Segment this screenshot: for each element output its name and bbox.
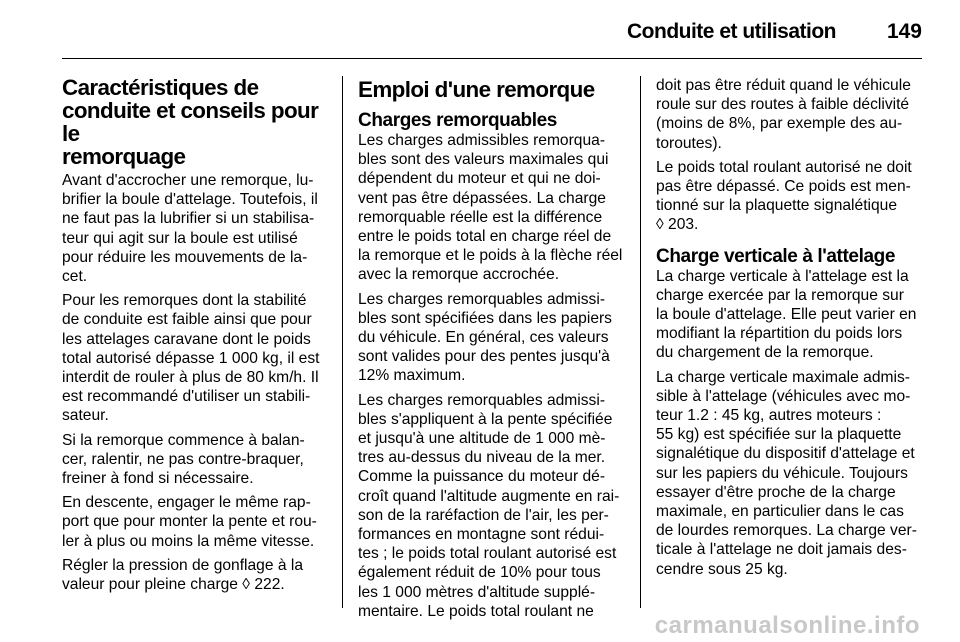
paragraph: doit pas être réduit quand le véhicule roule sur des routes à faible déclivité (moins de 8%, par exemple des au- toroutes). [656, 77, 911, 152]
header-rule [62, 58, 922, 59]
page-number: 149 [886, 20, 922, 43]
paragraph: En descente, engager le même rap- port que pour monter la pente et rou- ler à plus ou moins la même vitesse. [62, 494, 317, 550]
column-divider [640, 76, 641, 608]
subsection-title-vertical-load: Charge verticale à l'attelage [656, 245, 895, 267]
paragraph: Les charges remorquables admissi- bles s'appliquent à la pente spécifiée et jusqu'à une altitude de 1 000 mè- tres au-dessus du niveau de la mer. Comme la puissance du moteur dé- croît quand l'altitude augmente en rai- son de la raréfaction de l'air, les per- formances en montagne sont rédui- tes ; le poids total roulant autorisé est également réduit de 10% pour tous les 1 000 mètres d'altitude supplé- mentaire. Le poids total roulant ne [358, 391, 620, 620]
column-1 [62, 76, 330, 599]
page-header [62, 14, 922, 48]
paragraph: Pour les remorques dont la stabilité de conduite est faible ainsi que pour les attelages caravane dont le poids total autorisé dépasse 1 000 kg, il est interdit de rouler à plus de 80 km/h. Il est recommandé d'utiliser un stabili- sateur. [62, 292, 320, 425]
header-title: Conduite et utilisation [627, 20, 836, 43]
subsection-title-towing-loads: Charges remorquables [358, 110, 557, 131]
column-divider [342, 76, 343, 608]
column-3 [656, 76, 924, 584]
paragraph: La charge verticale à l'attelage est la charge exercée par la remorque sur la boule d'attelage. Elle peut varier en modifiant la répartition du poids lors du chargement de la remorque. [656, 267, 917, 362]
section-title-towing-tips: Caractéristiques de conduite et conseils pour le remorquage [62, 75, 319, 169]
paragraph: La charge verticale maximale admis- sible à l'attelage (véhicules avec mo- teur 1.2 : 45 kg, autres moteurs : 55 kg) est spécifiée sur la plaquette signalétique du dispositif d'attelage et sur les papiers du véhicule. Toujours essayer d'être proche de la charge maximale, en particulier dans le cas de lourdes remorques. La charge ver- ticale à l'attelage ne doit jamais des- cendre sous 25 kg. [656, 368, 917, 578]
paragraph-with-page-ref: Régler la pression de gonflage à la valeur pour pleine charge ◊ 222. [62, 556, 303, 594]
paragraph: Les charges admissibles remorqua- bles sont des valeurs maximales qui dépendent du moteur et qui ne doi- vent pas être dépassées. La charge remorquable réelle est la différence entre le poids total en charge réel de la remorque et le poids à la flèche réel avec la remorque accrochée. [358, 132, 623, 284]
paragraph: Les charges remorquables admissi- bles sont spécifiées dans les papiers du véhicule. En général, ces valeurs sont valides pour des pentes jusqu'à 12% maximum. [358, 290, 612, 385]
paragraph-with-page-ref: Le poids total roulant autorisé ne doit pas être dépassé. Ce poids est men- tionné sur la plaquette signalétique ◊ 203. [656, 158, 912, 234]
section-title-trailer-use: Emploi d'une remorque [358, 77, 595, 102]
column-2 [358, 76, 626, 626]
watermark: carmanualsonline.info [654, 612, 920, 639]
paragraph: Si la remorque commence à balan- cer, ralentir, ne pas contre-braquer, freiner à fond si nécessaire. [62, 431, 305, 488]
paragraph: Avant d'accrocher une remorque, lu- brifier la boule d'attelage. Toutefois, il ne faut pas la lubrifier si un stabilisa- teur qui agit sur la boule est utilisé pour réduire les mouvements de la- cet. [62, 172, 318, 286]
